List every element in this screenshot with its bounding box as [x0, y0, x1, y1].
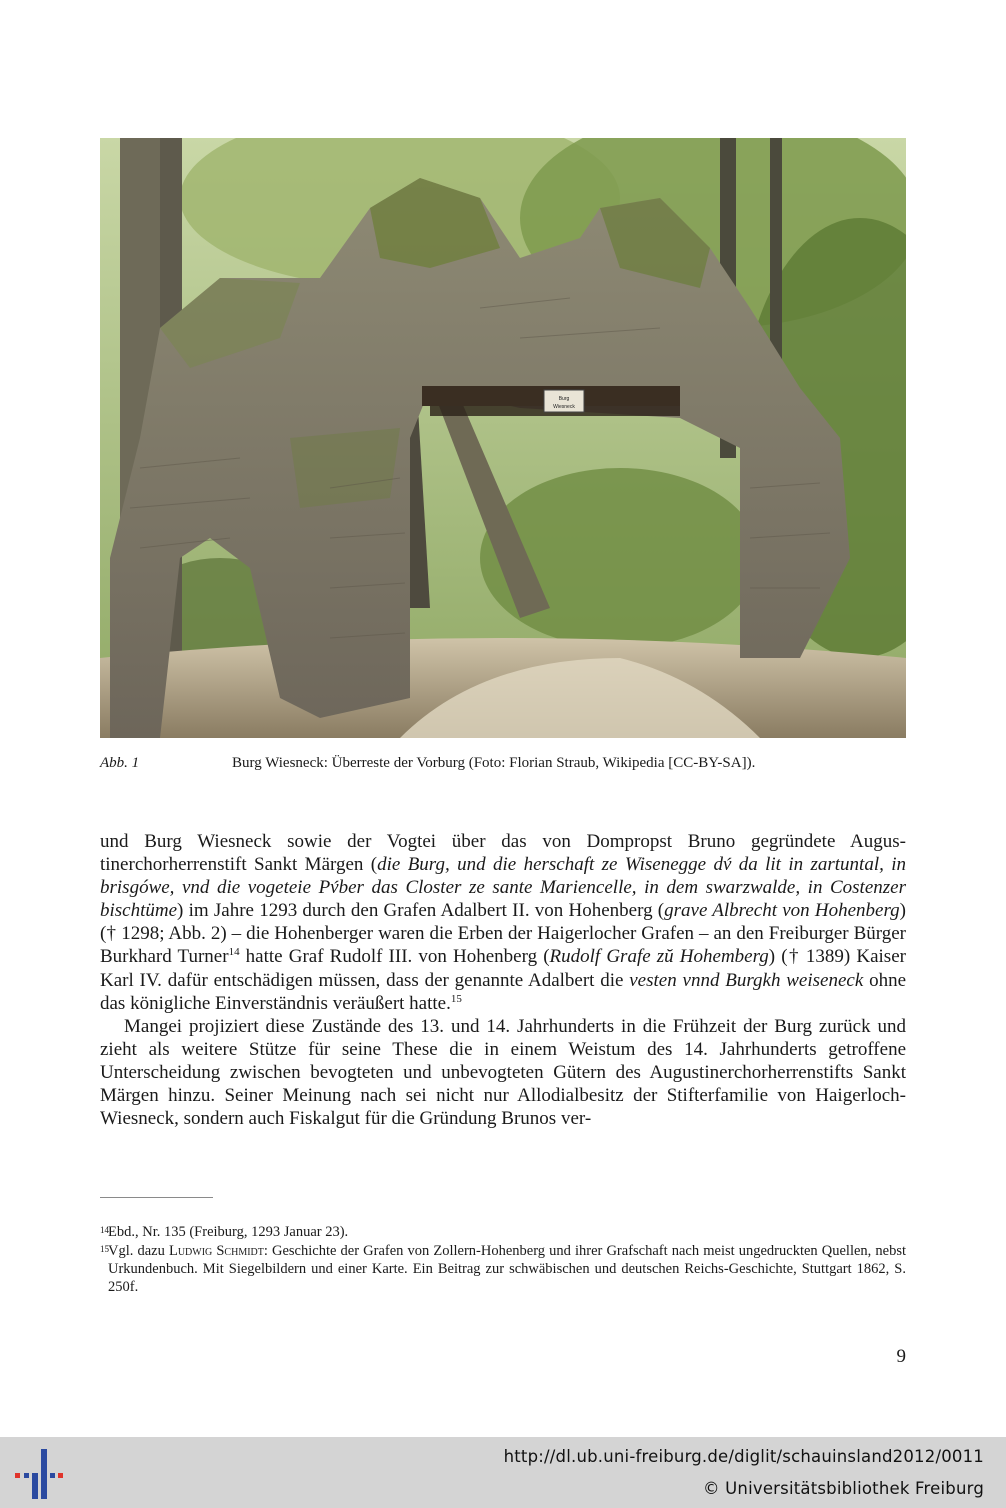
sign-line-2: Wiesneck [553, 404, 575, 410]
p1-text-c: ) († 1298; Abb. 2) – die Hohenberger waren die Erben der Haigerlocher Grafen – an den Freiburger Bürger Burkhard Turner [100, 900, 906, 968]
p1-text-d: hatte Graf Rudolf III. von Hohenberg ( [239, 946, 550, 968]
castle-ruin-photo [100, 138, 906, 738]
p1-text-a: und Burg Wiesneck sowie der Vogtei über das von Dompropst Bruno gegründete Augustinerchorherrenstift Sankt Märgen ( [100, 831, 906, 876]
footnotes [100, 1223, 906, 1297]
p1-quote-3: Rudolf Grafe zŭ Hohemberg [549, 946, 769, 968]
ub-freiburg-logo-icon [12, 1447, 64, 1499]
figure-caption-text: Burg Wiesneck: Überreste der Vorburg (Foto: Florian Straub, Wikipedia [CC-BY-SA]). [232, 755, 756, 771]
footnote-ref-15[interactable]: 15 [450, 992, 462, 1005]
p1-text-b: ) im Jahre 1293 durch den Grafen Adalbert II. von Hohenberg ( [177, 900, 665, 922]
footnote-15 [100, 1242, 906, 1296]
p1-quote-4: vesten vnnd Burgkh weiseneck [629, 969, 864, 991]
source-url-link[interactable]: http://dl.ub.uni-freiburg.de/diglit/schauinsland2012/0011 [503, 1447, 984, 1466]
footnote-14 [100, 1223, 906, 1241]
footnote-divider [100, 1197, 213, 1198]
footnote-number: 15 [100, 1244, 109, 1254]
footer-bar [0, 1437, 1006, 1508]
paragraph-1 [100, 830, 906, 1015]
page-number: 9 [896, 1346, 906, 1367]
footnote-ref-14[interactable]: 14 [228, 946, 240, 959]
footnote-text-pre: Vgl. dazu [108, 1243, 169, 1259]
figure-label: Abb. 1 [100, 755, 140, 771]
body-text [100, 830, 906, 1130]
p1-text-f: ohne das königliche Einverständnis veräußert hatte. [100, 969, 907, 1014]
footnote-text: Ebd., Nr. 135 (Freiburg, 1293 Januar 23). [108, 1224, 349, 1240]
p1-quote-2: grave Albrecht von Hohenberg [664, 900, 900, 922]
sign-line-1: Burg [558, 396, 570, 402]
footnote-author: Ludwig Schmidt [168, 1243, 264, 1259]
footnote-text-post: : Geschichte der Grafen von Zollern-Hohenberg und ihrer Grafschaft nach meist ungedruckten Quellen, nebst Urkundenbuch. Mit Siegelbildern und einer Karte. Ein Beitrag zur schwäbischen und deutschen Reichs-Geschichte, Stuttgart 1862, S. 250f. [108, 1243, 906, 1295]
copyright-notice: © Universitätsbibliothek Freiburg [702, 1479, 984, 1498]
figure-photo [100, 138, 906, 738]
footnote-number: 14 [100, 1225, 109, 1235]
p1-text-e: ) († 1389) Kaiser Karl IV. dafür entschädigen müssen, dass der genannte Adalbert die [100, 946, 906, 991]
p1-quote-1: die Burg, und die herschaft ze Wisenegge dv́ da lit in zartuntal, in brisgówe, vnd die vogeteie Pv́ber das Closter ze sante Mariencelle, in dem swarzwalde, in Costenzer bischtüme [100, 854, 906, 922]
paragraph-2: Mangei projiziert diese Zustände des 13. und 14. Jahrhunderts in die Frühzeit der Burg zurück und zieht als weitere Stütze für seine These die in einem Weistum des 14. Jahrhunderts getroffene Unterscheidung zwischen bevogteten und unbevogteten Gütern des Augustinerchorherrenstifts Sankt Märgen hinzu. Seiner Meinung nach sei nicht nur Allodialbesitz der Stifterfamilie von Haigerloch-Wiesneck, sondern auch Fiskalgut für die Gründung Brunos ver- [100, 1015, 906, 1130]
